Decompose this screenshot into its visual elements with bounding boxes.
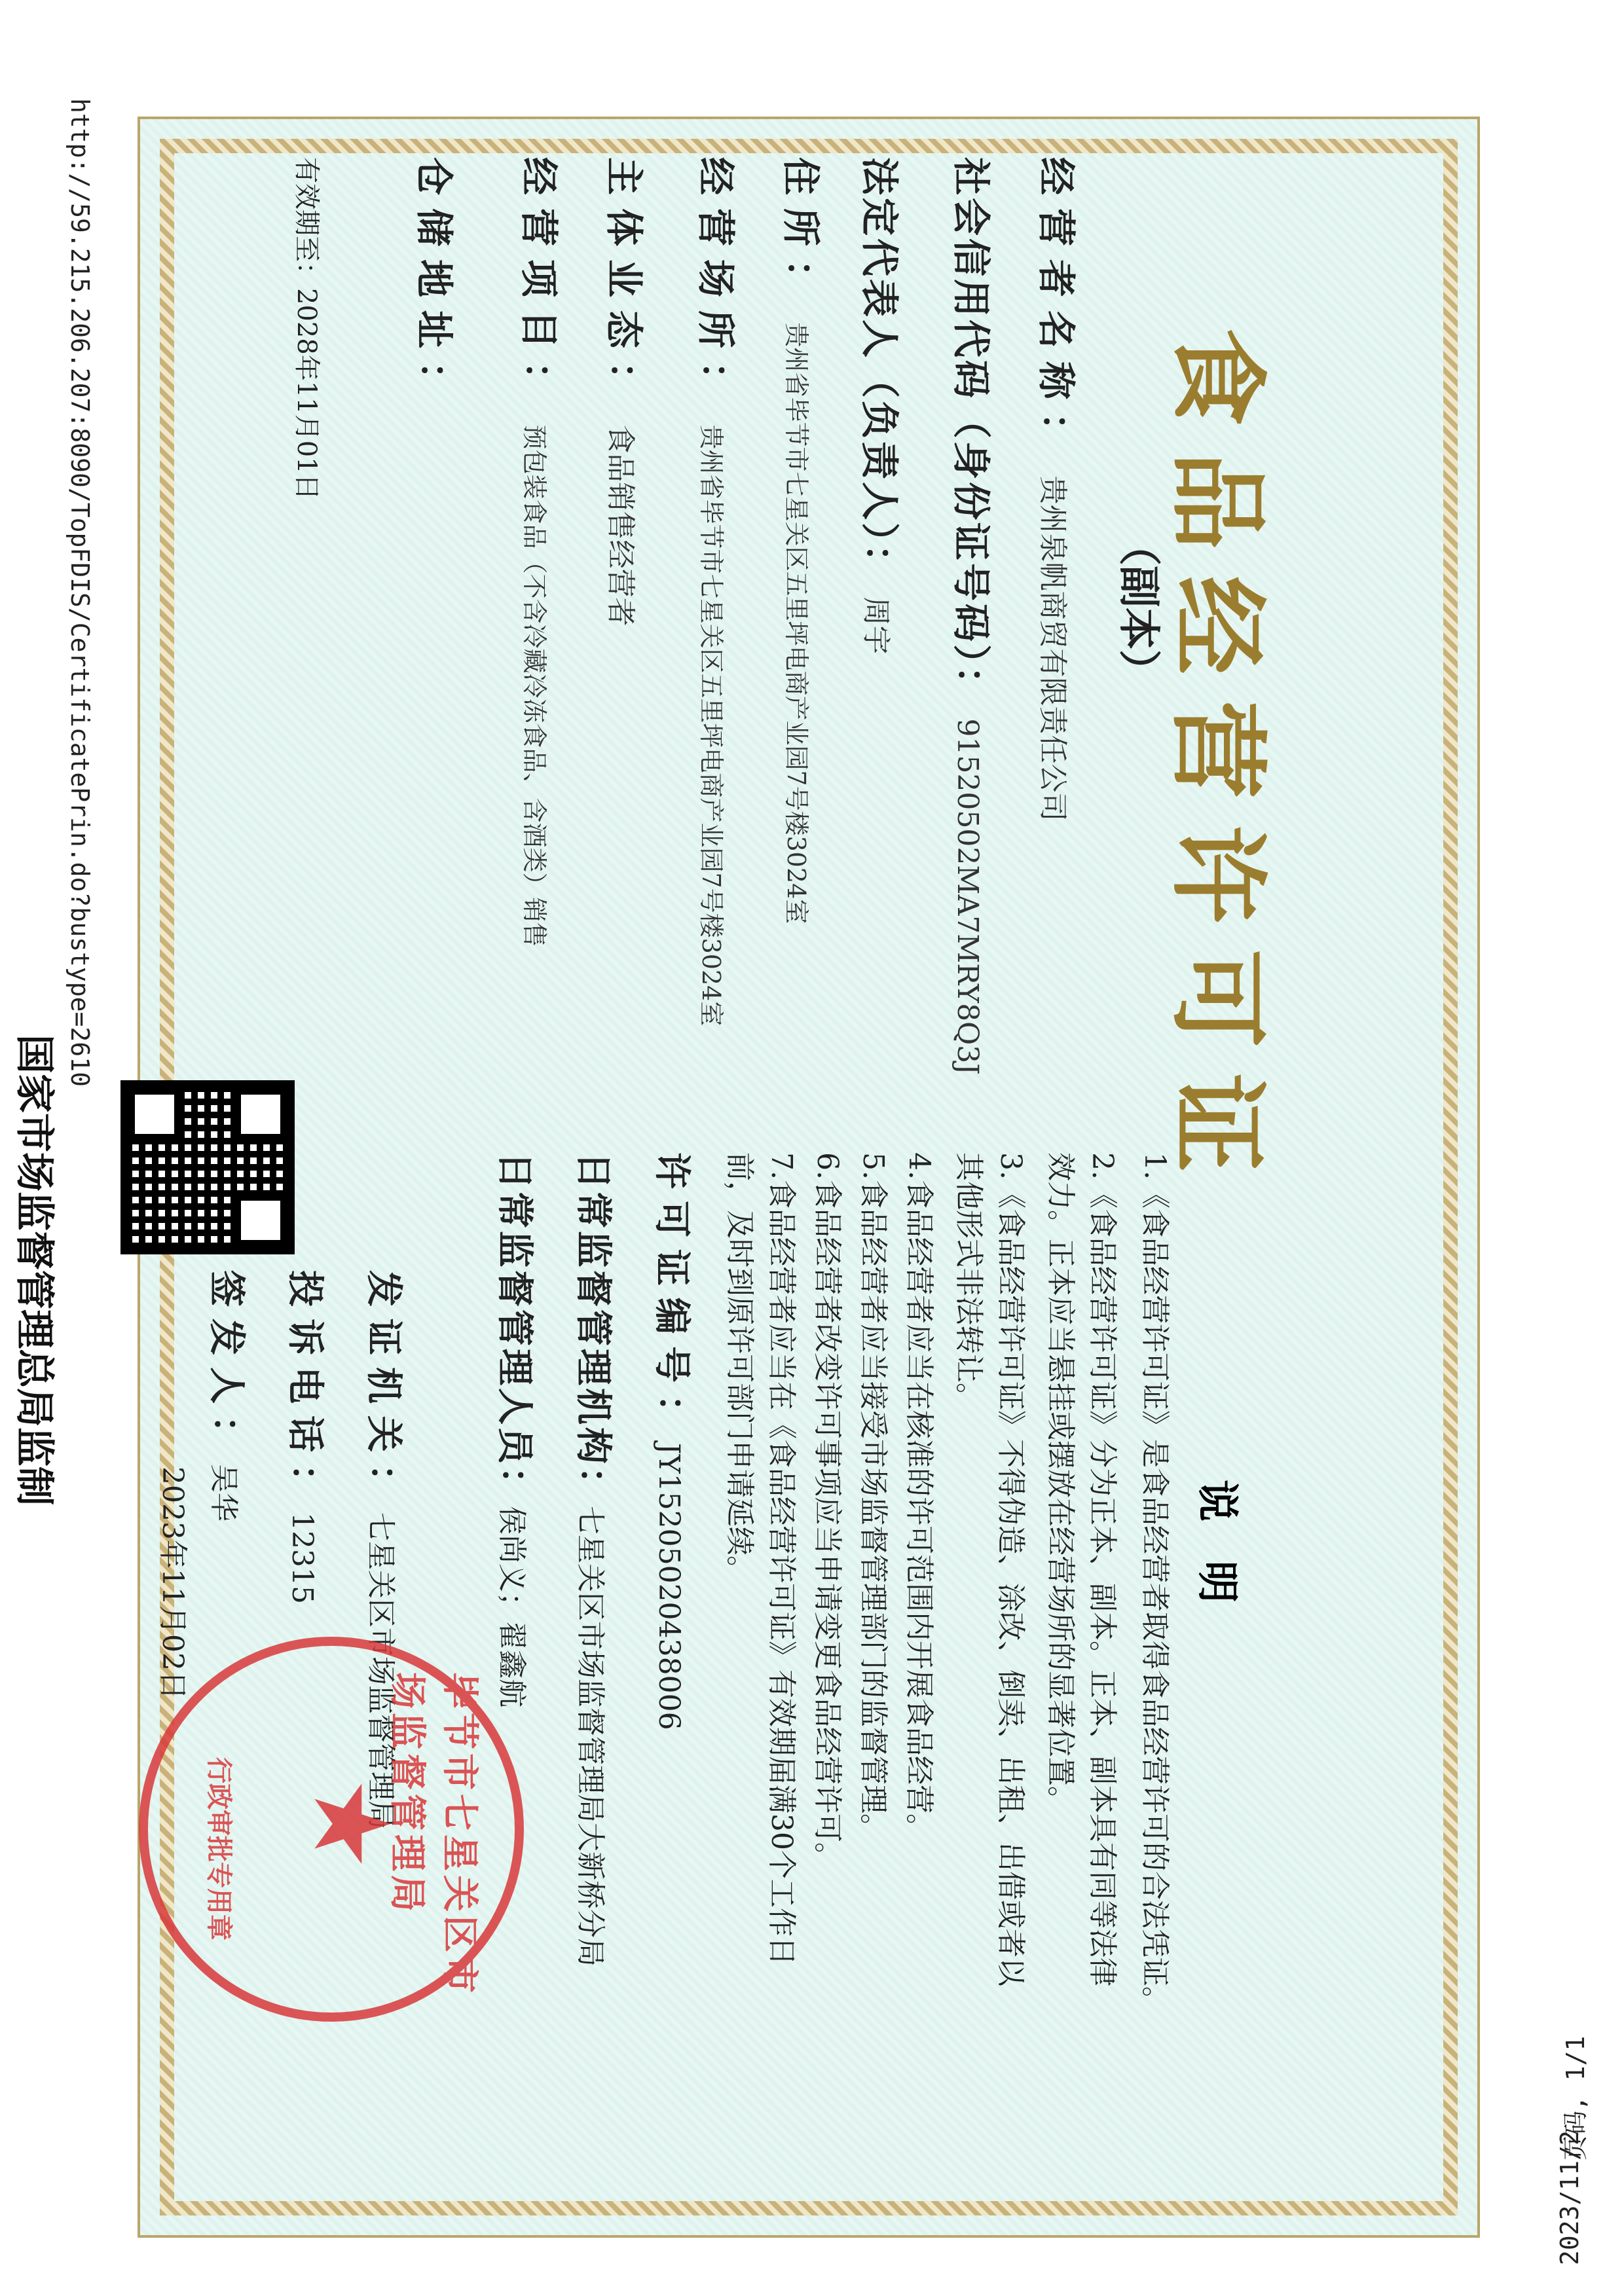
official-seal <box>139 1637 524 2022</box>
seal-bottom-text: 行政审批专用章 <box>204 1757 234 1941</box>
note-item: 7.食品经营者应当在《食品经营许可证》有效期届满30个工作日前，及时到原许可部门申请延续。 <box>723 1152 798 1965</box>
field-address <box>777 157 832 924</box>
field-premises <box>692 157 747 1026</box>
note-item: 6.食品经营者改变许可事项应当申请变更食品经营许可。 <box>811 1152 844 1871</box>
notes-title: 说明 <box>1192 1480 1242 1642</box>
field-label: 仓储地址： <box>412 157 456 413</box>
license-number: 许可证编号：JY15205020438006 <box>650 1152 693 1730</box>
field-value: 贵州省毕节市七星关区五里坪电商产业园7号楼3024室 <box>697 424 726 1027</box>
field-label: 法定代表人（负责人）： <box>857 157 902 585</box>
field-label: 经营场所： <box>693 157 738 413</box>
field-label: 主体业态： <box>602 157 646 413</box>
page-number: 页码, 1/1 <box>1561 2035 1590 2160</box>
field-label: 经营项目： <box>517 157 561 413</box>
note-item: 3.《食品经营许可证》不得伪造、涂改、倒卖、出租、出借或者以其他形式非法转让。 <box>952 1152 1027 1986</box>
note-item: 1.《食品经营许可证》是食品经营者取得食品经营许可的合法凭证。 <box>1138 1152 1172 2015</box>
qr-code-icon <box>120 1080 295 1254</box>
complaint-phone: 投诉电话：12315 <box>284 1270 327 1604</box>
field-value: 食品销售经营者 <box>604 424 637 627</box>
signer: 签发人：吴华 <box>205 1270 248 1522</box>
note-item: 5.食品经营者应当接受市场监督管理部门的监督管理。 <box>857 1152 890 1842</box>
seal-text: 毕节市七星关区市场监督管理局 <box>386 1672 481 1997</box>
field-value: 贵州泉帆商贸有限责任公司 <box>1036 475 1069 822</box>
supervision-officers: 日常监督管理人员：侯尚义；翟鑫航 <box>493 1152 536 1707</box>
issue-date: 2023年11月02日 <box>156 1467 189 1700</box>
valid-until: 有效期至：2028年11月01日 <box>291 157 322 500</box>
field-value: 周宇 <box>859 596 893 655</box>
star-icon: ★ <box>290 1777 413 1871</box>
issuer-footer: 国家市场监督管理总局监制 <box>11 1034 57 1506</box>
note-item: 2.《食品经营许可证》分为正本、副本。正本、副本具有同等法律效力。正本应当悬挂或摆放在经营场所的显著位置。 <box>1044 1152 1119 1986</box>
note-item: 4.食品经营者应当在核准的许可范围内开展食品经营。 <box>902 1152 936 1842</box>
certificate-subtitle: （副本） <box>1114 524 1163 691</box>
field-credit-code <box>947 157 1002 1075</box>
print-url: http://59.215.206.207:8090/TopFDIS/CertificatePrin.do?bustype=2610 <box>65 98 94 1087</box>
field-value: 贵州省毕节市七星关区五里坪电商产业园7号楼3024室 <box>782 322 811 924</box>
field-label: 经营者名称： <box>1034 157 1079 464</box>
certificate-title: 食品经营许可证 <box>1160 327 1275 1199</box>
issuing-authority: 发证机关：七星关区市场监督管理局 <box>362 1270 405 1829</box>
field-storage-address <box>410 157 465 412</box>
print-date: 2023/11/2 <box>1555 2130 1584 2265</box>
field-business-type <box>600 157 655 626</box>
supervision-agency: 日常监督管理机构：七星关区市场监督管理局大新桥分局 <box>572 1152 615 1967</box>
field-operator-name <box>1032 157 1087 821</box>
certificate-content <box>11 52 1310 2069</box>
field-legal-rep <box>855 157 910 654</box>
field-business-scope <box>515 157 570 947</box>
field-label: 住所： <box>779 157 823 311</box>
field-label: 社会信用代码（身份证号码）： <box>949 157 993 707</box>
field-value: 91520502MA7MRY8Q3J <box>951 718 984 1075</box>
field-value: 预包装食品（不含冷藏冷冻食品、含酒类）销售 <box>520 424 549 947</box>
